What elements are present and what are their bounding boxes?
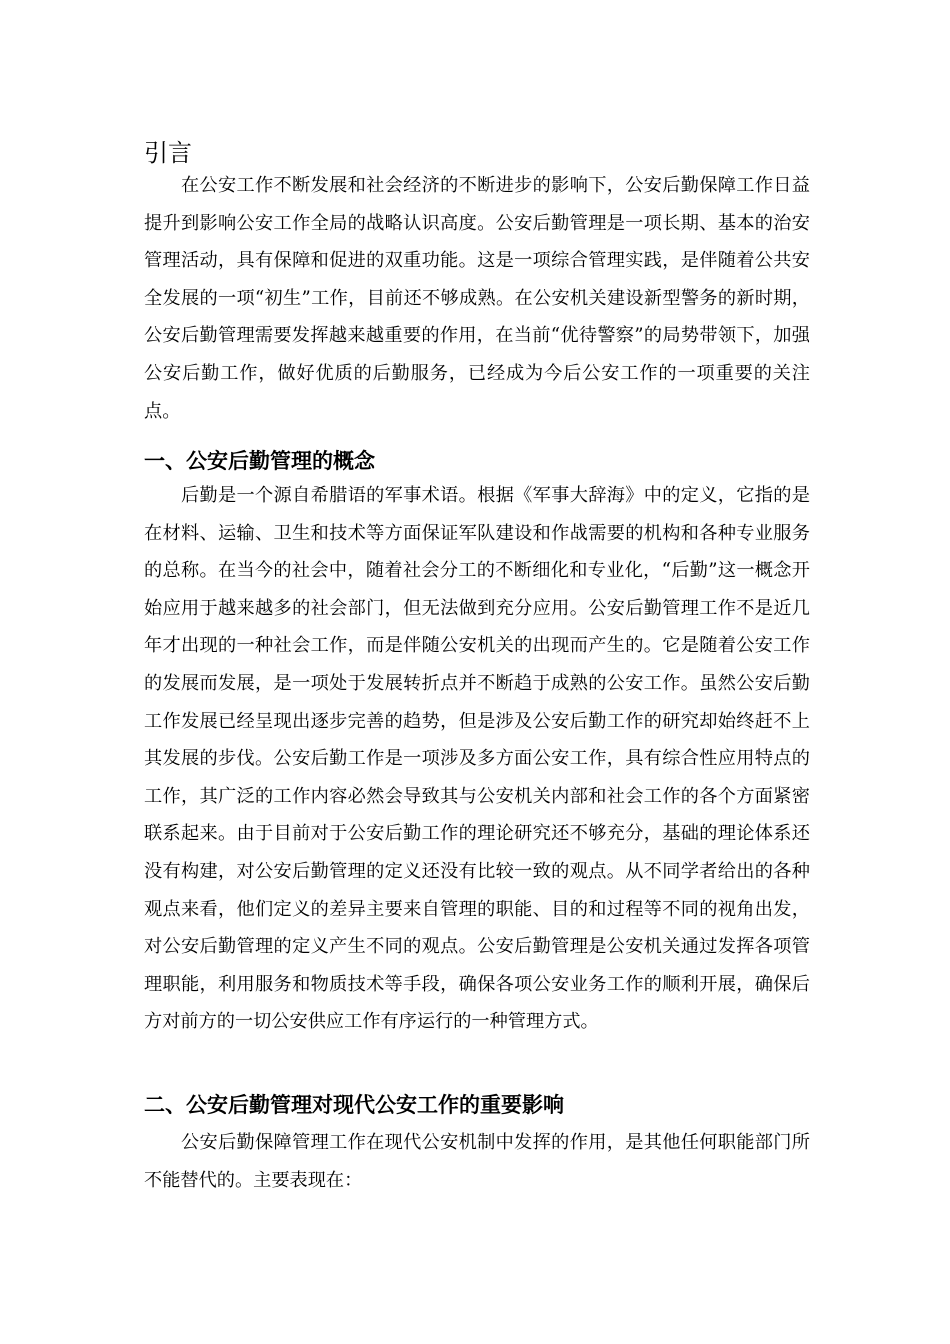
section-1-heading: 一、公安后勤管理的概念 xyxy=(144,449,375,473)
section-2-heading: 二、公安后勤管理对现代公安工作的重要影响 xyxy=(144,1093,564,1117)
section-1-paragraph: 后勤是一个源自希腊语的军事术语。根据《军事大辞海》中的定义，它指的是在材料、运输、卫生和技术等方面保证军队建设和作战需要的机构和各种专业服务的总称。在当今的社会中，随着社会分工的不断细化和专业化，“后勤”这一概念开始应用于越来越多的社会部门，但无法做到充分应用。公安后勤管理工作不是近几年才出现的一种社会工作，而是伴随公安机关的出现而产生的。它是随着公安工作的发展而发展，是一项处于发展转折点并不断趋于成熟的公安工作。虽然公安后勤工作发展已经呈现出逐步完善的趋势，但是涉及公安后勤工作的研究却始终赶不上其发展的步伐。公安后勤工作是一项涉及多方面公安工作，具有综合性应用特点的工作，其广泛的工作内容必然会导致其与公安机关内部和社会工作的各个方面紧密联系起来。由于目前对于公安后勤工作的理论研究还不够充分，基础的理论体系还没有构建，对公安后勤管理的定义还没有比较一致的观点。从不同学者给出的各种观点来看，他们定义的差异主要来自管理的职能、目的和过程等不同的视角出发，对公安后勤管理的定义产生不同的观点。公安后勤管理是公安机关通过发挥各项管理职能，利用服务和物质技术等手段，确保各项公安业务工作的顺利开展，确保后方对前方的一切公安供应工作有序运行的一种管理方式。 xyxy=(144,485,810,1033)
intro-heading: 引言 xyxy=(144,139,192,167)
section-2-paragraph: 公安后勤保障管理工作在现代公安机制中发挥的作用，是其他任何职能部门所不能替代的。主要表现在： xyxy=(144,1132,810,1191)
intro-paragraph: 在公安工作不断发展和社会经济的不断进步的影响下，公安后勤保障工作日益提升到影响公安工作全局的战略认识高度。公安后勤管理是一项长期、基本的治安管理活动，具有保障和促进的双重功能。这是一项综合管理实践，是伴随着公共安全发展的一项“初生”工作，目前还不够成熟。在公安机关建设新型警务的新时期，公安后勤管理需要发挥越来越重要的作用，在当前“优待警察”的局势带领下，加强公安后勤工作，做好优质的后勤服务，已经成为今后公安工作的一项重要的关注点。 xyxy=(144,175,810,422)
